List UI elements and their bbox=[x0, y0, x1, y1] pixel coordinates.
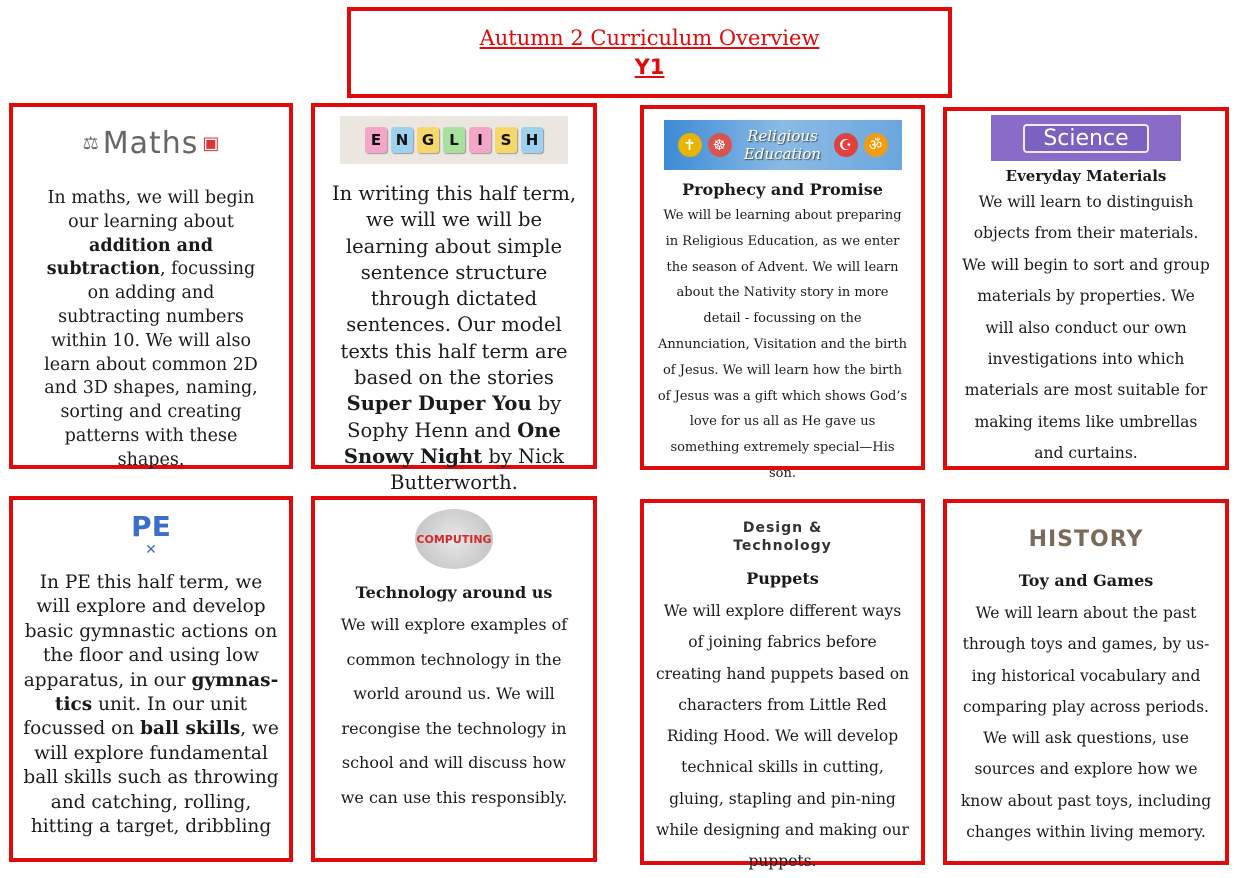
scales-icon: ⚖ bbox=[82, 132, 99, 154]
science-description: We will learn to distinguish objects from their materials. We will begin to sort and group materials by properties. We will also conduct our own investigations into which materials are most suitable for making items like umbrellas and curtains. bbox=[962, 193, 1210, 463]
re-description: We will be learning about preparing in Religious Education, as we enter the season of Advent. We will learn about the Nativity story in more detail - focussing on the Annunciation, Visitation and the birth of Jesus. We will learn how the birth of Jesus was a gift which shows God’s love for us all as He gave us something extremely special—His son. bbox=[657, 208, 908, 481]
page-title: Autumn 2 Curriculum Overview bbox=[479, 26, 820, 50]
english-description: In writing this half term, we will we will be learning about simple sentence structure through dictated sentences. Our model texts this half term are based on the stories Super Duper You by Sophy Henn and One Snowy Night by Nick Butterworth. bbox=[331, 182, 577, 495]
science-banner-text: Science bbox=[1023, 124, 1148, 153]
re-subtitle: Prophecy and Promise bbox=[682, 180, 883, 199]
book-title: Super Duper You bbox=[346, 392, 532, 416]
title-box bbox=[347, 7, 952, 98]
cross-icon: ✝ bbox=[678, 133, 702, 157]
om-icon: ॐ bbox=[864, 133, 888, 157]
computing-description: We will explore examples of common technology in the world around us. We will recongise the technology in school and will discuss how we can use this responsibly. bbox=[340, 615, 568, 807]
maths-card bbox=[9, 103, 293, 469]
re-banner bbox=[664, 120, 902, 170]
dt-banner: Design & Technology bbox=[733, 520, 832, 554]
pe-description: In PE this half term, we will explore and develop basic gymnastic actions on the floor and using low apparatus, in our gymnas-tics unit. In our unit focussed on ball skills, we will explore fundamental ball skills such as throwing and catching, rolling, hitting a target, dribbling bbox=[23, 572, 279, 838]
re-card bbox=[640, 105, 925, 481]
science-card bbox=[943, 107, 1229, 470]
pe-banner bbox=[116, 507, 186, 559]
computing-banner bbox=[415, 509, 493, 569]
science-subtitle: Everyday Materials bbox=[1005, 167, 1167, 185]
wheel-icon: ☸ bbox=[708, 133, 732, 157]
star-and-crescent-icon: ☪ bbox=[834, 133, 858, 157]
science-banner bbox=[991, 115, 1181, 161]
maths-banner bbox=[71, 117, 231, 169]
history-description: We will learn about the past through toys and games, by us-ing historical vocabulary and comparing play across periods. We will ask questions, use sources and explore how we know about past toys, including changes within living memory. bbox=[960, 604, 1212, 842]
computing-subtitle: Technology around us bbox=[355, 583, 553, 602]
maths-description: In maths, we will begin our learning about addition and subtraction, focussing on adding and subtracting numbers within 10. We will also learn about common 2D and 3D shapes, naming, sorting and creating patterns with these shapes. bbox=[44, 188, 258, 470]
computing-card bbox=[311, 496, 597, 862]
computing-banner-text: COMPUTING bbox=[416, 532, 492, 546]
maths-topic: addition and subtraction bbox=[46, 235, 213, 280]
english-banner: E N G L I S H bbox=[340, 116, 568, 164]
re-banner-text: Religious Education bbox=[743, 127, 822, 163]
dt-description: We will explore different ways of joining fabrics before creating hand puppets based on characters from Little Red Riding Hood. We will develop technical skills in cutting, gluing, stapling and pin-ning while designing and making our puppets. bbox=[655, 602, 910, 871]
dt-subtitle: Puppets bbox=[746, 569, 819, 588]
pe-card bbox=[9, 496, 293, 862]
history-banner-text: HISTORY bbox=[1028, 526, 1144, 552]
pe-banner-text: PE bbox=[131, 509, 171, 543]
history-card bbox=[943, 499, 1229, 865]
history-subtitle: Toy and Games bbox=[1018, 571, 1154, 590]
dice-icon: ▣ bbox=[202, 132, 220, 154]
dt-card bbox=[640, 499, 925, 871]
history-banner bbox=[1026, 519, 1146, 559]
english-card bbox=[311, 103, 597, 495]
rackets-icon: ✕ bbox=[145, 541, 157, 558]
year-group: Y1 bbox=[634, 55, 665, 79]
maths-banner-text: Maths bbox=[102, 125, 199, 161]
book-title: One Snowy Night bbox=[343, 418, 561, 468]
